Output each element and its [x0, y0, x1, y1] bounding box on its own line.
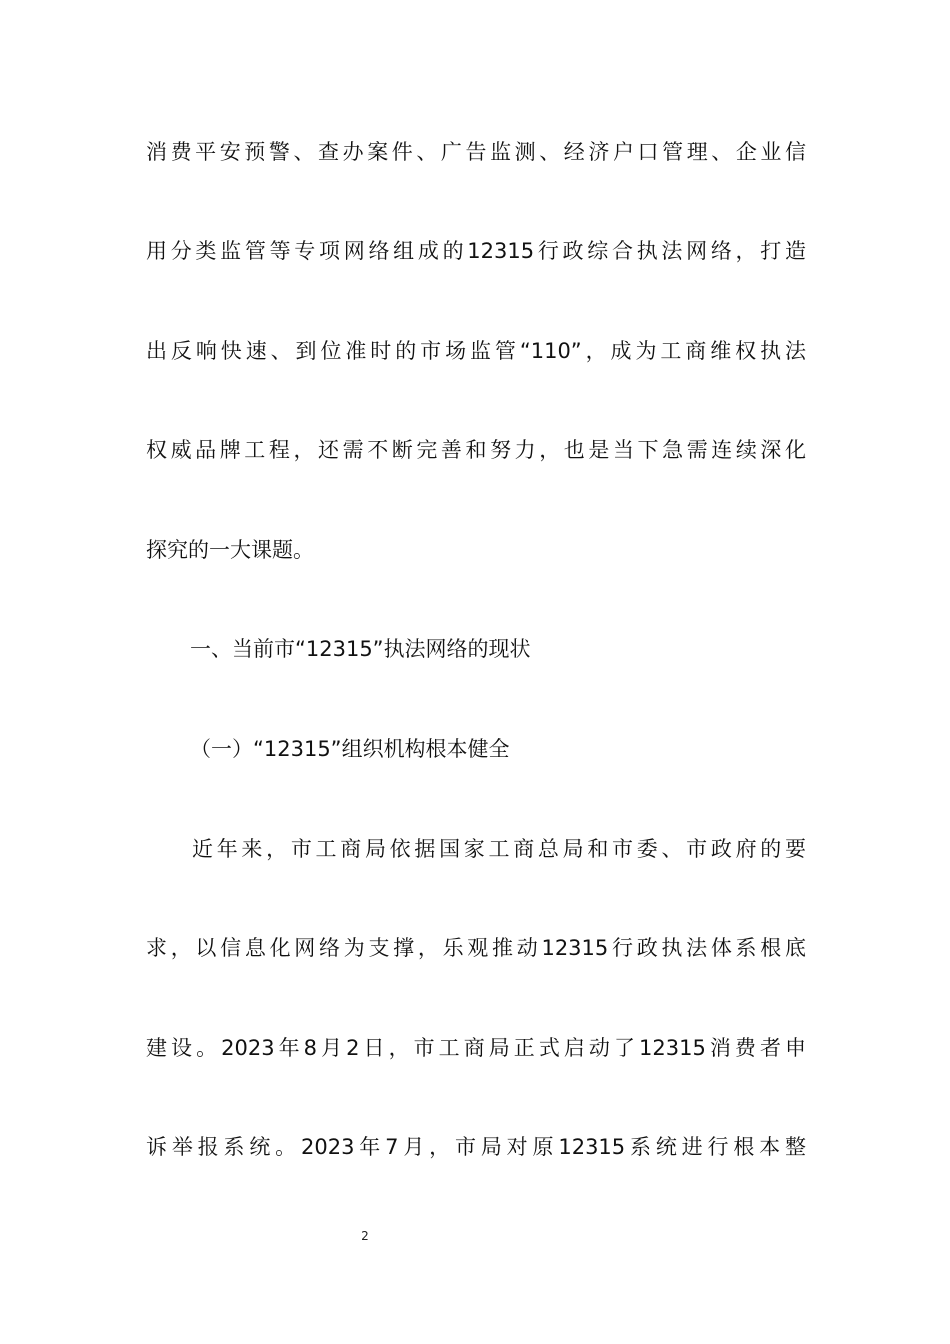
paragraph-1-line-5: 探究的一大课题。: [146, 538, 314, 562]
paragraph-1-line-2: 用分类监管等专项网络组成的12315行政综合执法网络，打造: [146, 239, 806, 263]
paragraph-2-line-2: 求，以信息化网络为支撑，乐观推动12315行政执法体系根底: [146, 936, 806, 960]
paragraph-2-line-3: 建设。2023年8月2日，市工商局正式启动了12315消费者申: [146, 1036, 806, 1060]
paragraph-1-line-4: 权威品牌工程，还需不断完善和努力，也是当下急需连续深化: [146, 438, 806, 462]
page-number: 2: [361, 1229, 369, 1243]
paragraph-2-line-1: 近年来，市工商局依据国家工商总局和市委、市政府的要: [192, 837, 806, 861]
paragraph-1-line-1: 消费平安预警、查办案件、广告监测、经济户口管理、企业信: [146, 140, 806, 164]
subsection-heading: （一）“12315”组织机构根本健全: [190, 737, 510, 761]
paragraph-1-line-3: 出反响快速、到位准时的市场监管“110”，成为工商维权执法: [146, 339, 806, 363]
paragraph-2-line-4: 诉举报系统。2023年7月，市局对原12315系统进行根本整: [146, 1135, 806, 1159]
section-heading: 一、当前市“12315”执法网络的现状: [190, 637, 531, 661]
